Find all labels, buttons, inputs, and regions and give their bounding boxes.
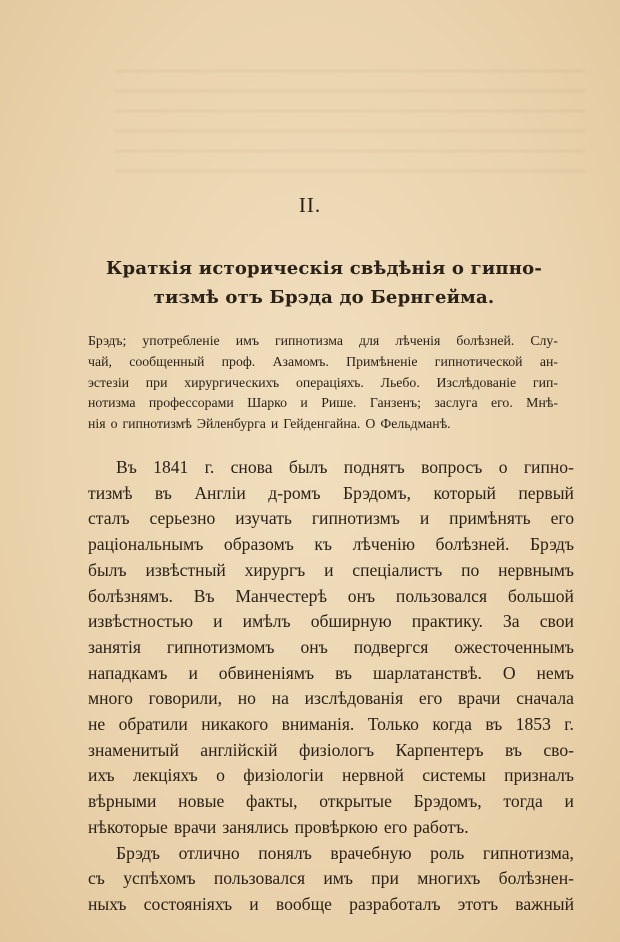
- word: отлично: [178, 842, 240, 863]
- word: Въ: [193, 585, 215, 606]
- word: лекціяхъ: [133, 765, 198, 786]
- word: успѣхомъ: [123, 868, 196, 889]
- word: шарлатанствѣ.: [372, 662, 482, 683]
- word: заслуга: [434, 395, 478, 411]
- word: Брэдомъ,: [343, 482, 412, 503]
- word: нервнымъ: [498, 559, 574, 580]
- word: За: [502, 611, 520, 632]
- word: д-ромъ: [268, 482, 321, 503]
- word: англійскій: [200, 739, 278, 760]
- word: работъ.: [413, 816, 469, 837]
- word: гипнотизма: [275, 333, 343, 348]
- word: и: [564, 791, 574, 812]
- word: онъ: [347, 585, 376, 606]
- word: Брэдомъ,: [413, 791, 482, 812]
- word: провѣркою: [294, 816, 378, 837]
- word: былъ: [88, 559, 127, 580]
- word: Шарко: [247, 395, 288, 411]
- word: его: [418, 688, 443, 709]
- word: и: [213, 611, 223, 632]
- word: подвергся: [353, 636, 429, 657]
- word: нотизма: [88, 395, 136, 411]
- word: знаменитый: [88, 739, 179, 760]
- word: разработалъ: [349, 893, 441, 914]
- word: образомъ: [223, 534, 294, 555]
- word: призналъ: [504, 765, 574, 786]
- word: свои: [539, 611, 574, 632]
- paragraph-line: [88, 866, 574, 892]
- word: сначала: [516, 688, 574, 709]
- word: нія: [88, 416, 106, 432]
- word: практику.: [411, 611, 483, 632]
- word: имѣлъ: [242, 611, 291, 632]
- word: этотъ: [457, 893, 499, 914]
- summary-line: [88, 393, 558, 414]
- word: роль: [430, 842, 465, 863]
- word: Мнѣ-: [526, 395, 558, 411]
- paragraph-line: [88, 506, 574, 532]
- word: Брэдъ: [529, 534, 574, 555]
- word: пользовался: [213, 868, 306, 889]
- word: онъ: [300, 636, 328, 657]
- bleed-through-text: [115, 70, 585, 180]
- word: нападкамъ: [88, 662, 168, 683]
- paragraph-line: [88, 815, 574, 841]
- word: ихъ: [88, 765, 115, 786]
- word: болѣзнен-: [498, 868, 574, 889]
- word: при: [371, 868, 399, 889]
- word: Брэдъ;: [88, 333, 127, 348]
- word: и: [419, 508, 430, 529]
- word: Фельдманѣ.: [380, 416, 451, 432]
- word: хирургъ: [244, 559, 306, 580]
- word: спеціалистъ: [352, 559, 443, 580]
- word: проф.: [221, 353, 256, 369]
- word: врачи: [458, 688, 501, 709]
- word: но: [237, 688, 256, 709]
- word: ожесточеннымъ: [454, 636, 574, 657]
- word: въ: [154, 482, 172, 503]
- word: Слу-: [530, 333, 558, 348]
- word: 1853: [515, 714, 551, 735]
- word: первый: [518, 482, 574, 503]
- word: вообще: [275, 893, 332, 914]
- paragraph-line: [88, 635, 574, 661]
- word: нѣкоторые: [88, 816, 168, 837]
- summary-line: [88, 414, 558, 435]
- word: Карпентеръ: [395, 739, 484, 760]
- word: профессорами: [148, 395, 234, 411]
- chapter-summary: [88, 331, 558, 435]
- word: лѣченію: [352, 534, 415, 555]
- word: большой: [507, 585, 574, 606]
- word: сообщенный: [129, 353, 205, 369]
- word: болѣзней.: [456, 333, 515, 348]
- word: о: [498, 457, 508, 477]
- body-text: [88, 455, 574, 918]
- word: понялъ: [258, 842, 312, 863]
- word: г.: [204, 457, 215, 477]
- summary-line: [88, 331, 558, 352]
- word: гипно-: [523, 457, 574, 477]
- word: состояніяхъ: [143, 893, 233, 914]
- paragraph-line: [88, 558, 574, 584]
- word: Ганзенъ;: [369, 395, 421, 411]
- word: обвиненіямъ: [218, 662, 315, 683]
- paragraph-line: [88, 841, 574, 867]
- word: 1841: [153, 457, 189, 477]
- word: Гейденгайна.: [283, 416, 361, 432]
- word: сво-: [543, 739, 574, 760]
- word: гипнотизмѣ: [122, 416, 192, 432]
- word: говорили,: [148, 688, 223, 709]
- word: извѣстностью: [88, 611, 194, 632]
- paragraph-line: [88, 789, 574, 815]
- word: гипнотизмомъ: [166, 636, 275, 657]
- word: болѣзнямъ.: [88, 585, 173, 606]
- word: Англіи: [194, 482, 246, 503]
- word: факты,: [246, 791, 298, 812]
- word: врачи: [173, 816, 217, 837]
- word: Изслѣдованіе: [436, 374, 517, 390]
- word: гипнотизмъ: [311, 508, 400, 529]
- word: гип-: [532, 374, 558, 390]
- word: извѣстный: [145, 559, 226, 580]
- word: Въ: [116, 457, 137, 477]
- word: для: [359, 333, 380, 348]
- word: и: [249, 893, 259, 914]
- word: гипнотической: [434, 353, 523, 369]
- word: немъ: [536, 662, 574, 683]
- word: Брэдъ: [116, 842, 161, 863]
- word: поднятъ: [343, 457, 405, 477]
- word: лѣченія: [395, 333, 441, 348]
- word: и: [270, 416, 279, 432]
- chapter-title-line: тизмѣ отъ Брэда до Бернгейма.: [153, 287, 495, 308]
- word: физіологіи: [243, 765, 324, 786]
- paragraph-line: [88, 738, 574, 764]
- word: пользовался: [395, 585, 488, 606]
- paragraph-line: [88, 532, 574, 558]
- word: раціональнымъ: [88, 534, 204, 555]
- word: чай,: [88, 353, 112, 369]
- paragraph-line: [88, 661, 574, 687]
- word: тогда: [503, 791, 543, 812]
- word: занятія: [88, 636, 141, 657]
- word: системы: [422, 765, 486, 786]
- word: его: [383, 816, 408, 837]
- word: хирургическихъ: [184, 374, 280, 390]
- word: имъ: [235, 333, 259, 348]
- word: врачебную: [330, 842, 412, 863]
- chapter-title: [76, 254, 572, 312]
- word: О: [365, 416, 376, 432]
- word: былъ: [288, 457, 328, 477]
- word: Примѣненіе: [346, 353, 418, 369]
- word: не: [88, 714, 106, 735]
- section-number: II.: [298, 193, 322, 217]
- word: Манчестерѣ: [235, 585, 327, 606]
- word: обратили: [118, 714, 188, 735]
- word: изслѣдованія: [304, 688, 404, 709]
- word: его.: [490, 395, 513, 411]
- word: нервной: [341, 765, 404, 786]
- word: Рише.: [321, 395, 357, 411]
- word: на: [271, 688, 289, 709]
- word: Эйленбурга: [196, 416, 266, 432]
- word: къ: [314, 534, 333, 555]
- word: и: [188, 662, 198, 683]
- word: важный: [515, 893, 574, 914]
- word: сталъ: [88, 508, 130, 529]
- word: гипнотизма,: [482, 842, 574, 863]
- word: его: [550, 508, 574, 529]
- summary-line: [88, 352, 558, 373]
- word: имъ: [323, 868, 353, 889]
- word: тизмѣ: [88, 482, 133, 503]
- word: вѣрными: [88, 791, 157, 812]
- word: обширную: [310, 611, 392, 632]
- word: употребленіе: [142, 333, 220, 348]
- summary-line: [88, 373, 558, 394]
- word: въ: [485, 714, 503, 735]
- word: Азамомъ.: [272, 353, 329, 369]
- paragraph-line: [88, 609, 574, 635]
- word: много: [88, 688, 133, 709]
- word: съ: [88, 868, 105, 889]
- word: О: [502, 662, 516, 683]
- word: снова: [230, 457, 273, 477]
- word: о: [216, 765, 225, 786]
- word: г.: [564, 714, 574, 735]
- word: открытые: [319, 791, 392, 812]
- word: о: [110, 416, 118, 432]
- word: эстезіи: [88, 374, 130, 390]
- paragraph-line: [88, 763, 574, 789]
- word: болѣзней.: [435, 534, 510, 555]
- word: и: [324, 559, 334, 580]
- word: ныхъ: [88, 893, 127, 914]
- word: который: [433, 482, 496, 503]
- paragraph-line: [88, 481, 574, 507]
- word: по: [461, 559, 480, 580]
- paragraph-line: [88, 584, 574, 610]
- word: Льебо.: [380, 374, 420, 390]
- word: занялись: [222, 816, 289, 837]
- word: въ: [504, 739, 522, 760]
- paragraph-line: [88, 892, 574, 918]
- word: вниманія.: [281, 714, 355, 735]
- chapter-title-line: Краткія историческія свѣдѣнія о гипно-: [105, 258, 542, 279]
- word: операціяхъ.: [295, 374, 364, 390]
- word: ан-: [539, 353, 558, 369]
- paragraph-line: [88, 686, 574, 712]
- word: вопросъ: [421, 457, 483, 477]
- paragraph-line: [88, 455, 574, 481]
- word: когда: [432, 714, 472, 735]
- word: при: [145, 374, 168, 390]
- word: физіологъ: [298, 739, 375, 760]
- word: и: [300, 395, 308, 411]
- word: изучать: [235, 508, 292, 529]
- word: серьезно: [149, 508, 216, 529]
- word: многихъ: [417, 868, 481, 889]
- paragraph-line: [88, 712, 574, 738]
- word: новые: [178, 791, 225, 812]
- word: примѣнять: [449, 508, 531, 529]
- word: никакого: [201, 714, 269, 735]
- word: въ: [335, 662, 353, 683]
- word: Только: [367, 714, 419, 735]
